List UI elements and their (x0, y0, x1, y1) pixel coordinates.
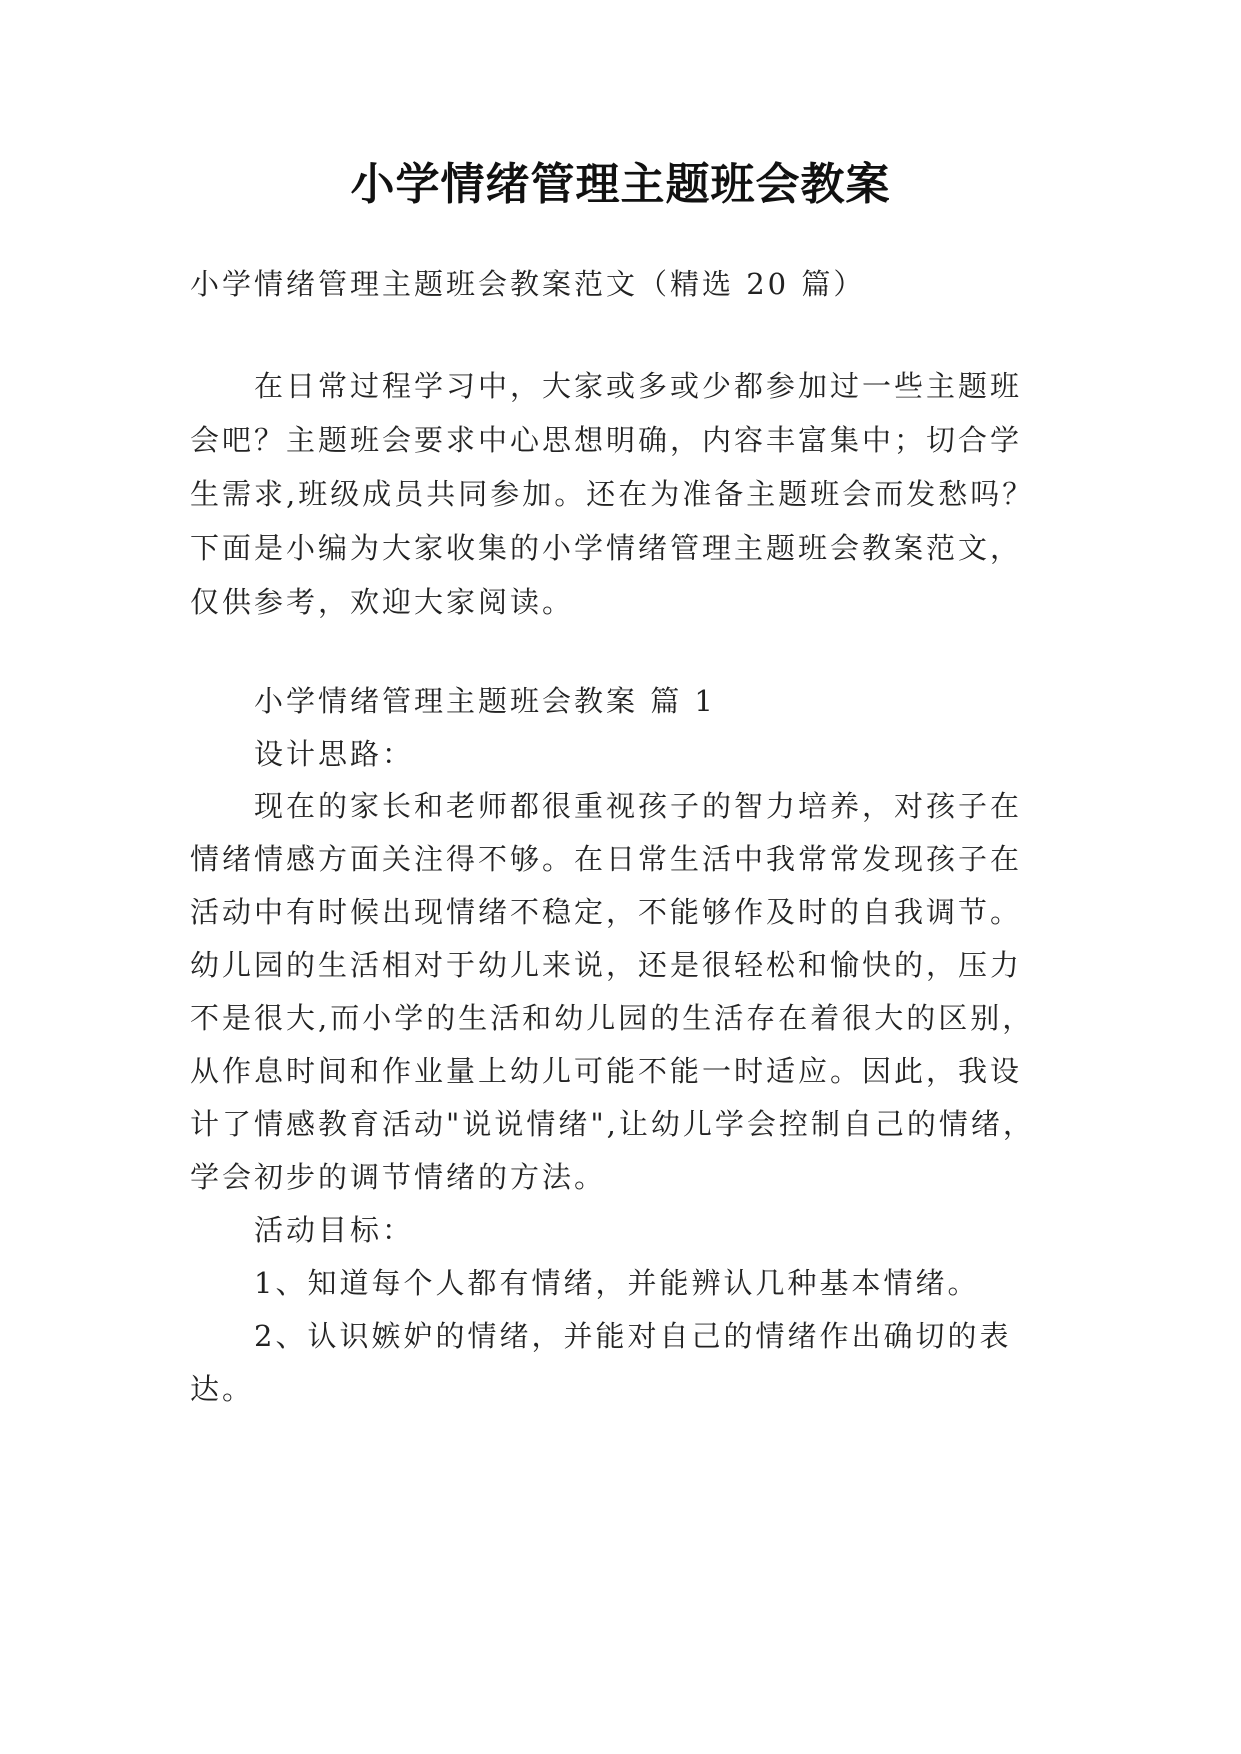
goal-line: 2、认识嫉妒的情绪，并能对自己的情绪作出确切的表 (254, 1319, 1012, 1353)
intro-line: 会吧？主题班会要求中心思想明确，内容丰富集中；切合学 (190, 423, 1023, 457)
design-line: 活动中有时候出现情绪不稳定，不能够作及时的自我调节。 (190, 895, 1023, 929)
design-line: 现在的家长和老师都很重视孩子的智力培养，对孩子在 (254, 789, 1023, 823)
design-line: 计了情感教育活动"说说情绪",让幼儿学会控制自己的情绪， (190, 1107, 1035, 1141)
design-line: 不是很大,而小学的生活和幼儿园的生活存在着很大的区别， (190, 1001, 1035, 1035)
design-line: 学会初步的调节情绪的方法。 (190, 1160, 607, 1194)
design-line: 幼儿园的生活相对于幼儿来说，还是很轻松和愉快的，压力 (190, 948, 1023, 982)
intro-line: 仅供参考，欢迎大家阅读。 (190, 585, 575, 619)
intro-line: 在日常过程学习中，大家或多或少都参加过一些主题班 (254, 369, 1023, 403)
intro-line: 生需求,班级成员共同参加。还在为准备主题班会而发愁吗？ (190, 477, 1035, 511)
document-title: 小学情绪管理主题班会教案 (350, 159, 891, 210)
section-heading: 小学情绪管理主题班会教案 篇 1 (254, 684, 716, 718)
goals-label: 活动目标： (254, 1213, 415, 1247)
document-subtitle: 小学情绪管理主题班会教案范文（精选 20 篇） (190, 267, 866, 301)
goal-item: 1、知道每个人都有情绪，并能辨认几种基本情绪。 (254, 1266, 980, 1300)
goal-line: 达。 (190, 1372, 255, 1406)
design-line: 情绪情感方面关注得不够。在日常生活中我常常发现孩子在 (190, 842, 1023, 876)
design-label: 设计思路： (254, 737, 415, 771)
intro-line: 下面是小编为大家收集的小学情绪管理主题班会教案范文， (190, 531, 1023, 565)
design-line: 从作息时间和作业量上幼儿可能不能一时适应。因此，我设 (190, 1054, 1023, 1088)
